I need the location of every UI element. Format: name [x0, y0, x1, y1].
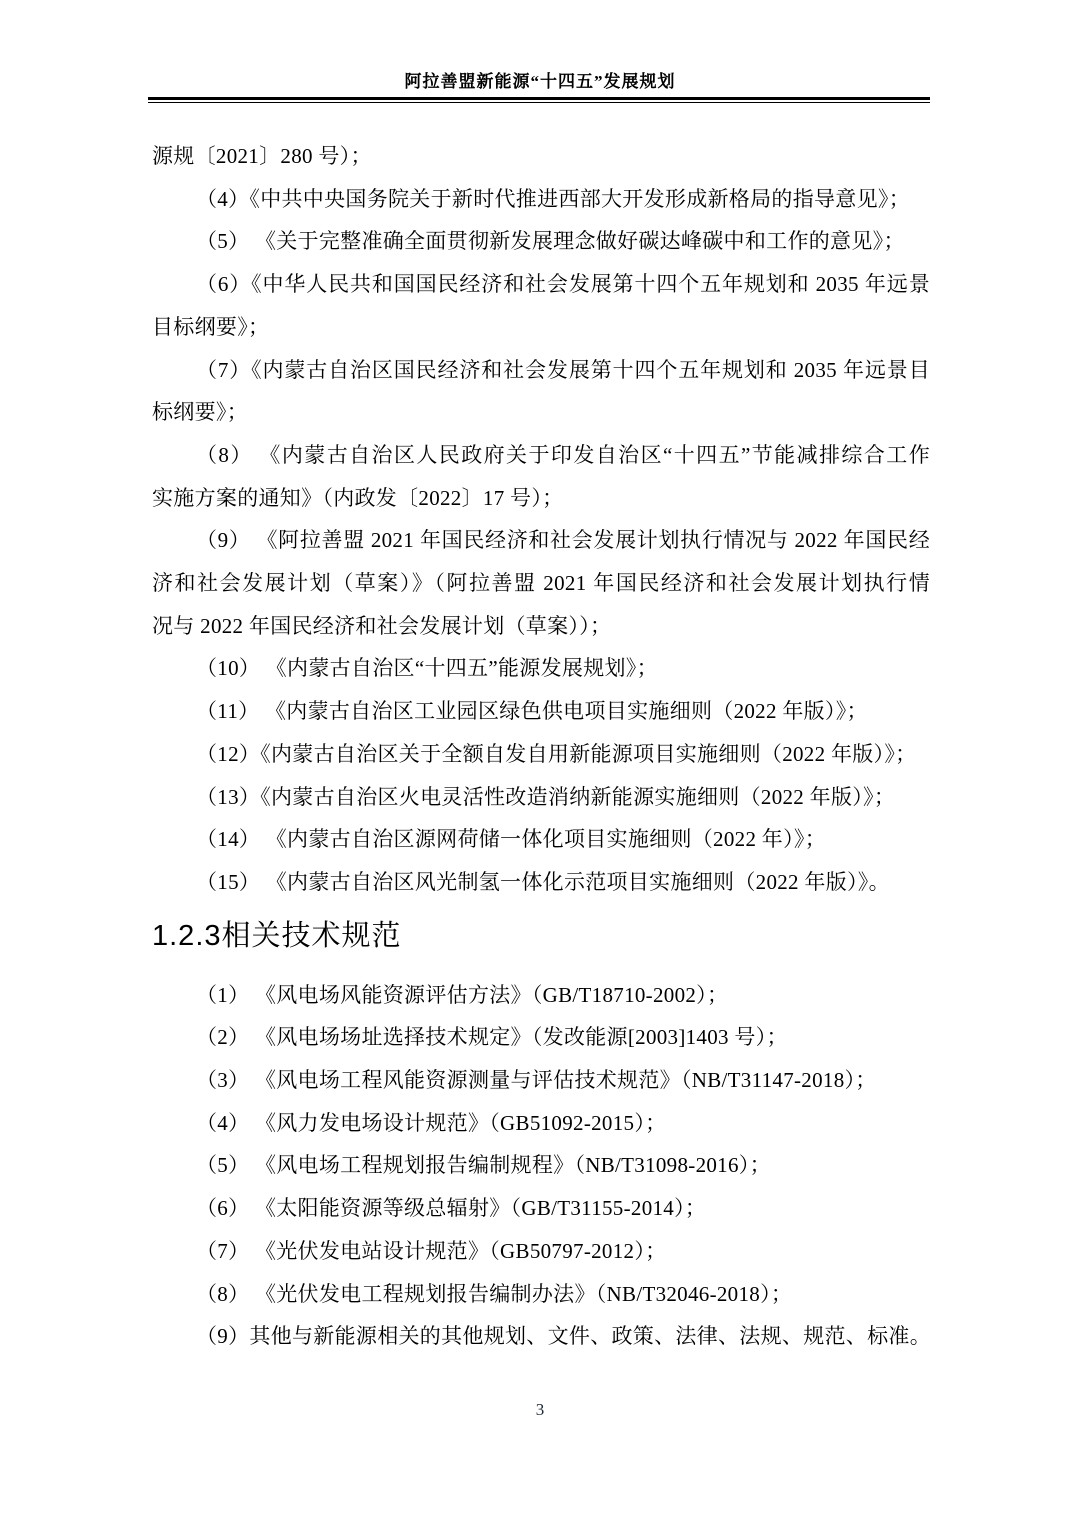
reference-list-standards: [152, 974, 930, 1358]
body-line: （6）《中华人民共和国国民经济和社会发展第十四个五年规划和 2035 年远景: [196, 272, 930, 297]
body-line: 实施方案的通知》（内政发〔2022〕17 号）；: [152, 485, 564, 510]
body-line: 济和社会发展计划（草案）》（阿拉善盟 2021 年国民经济和社会发展计划执行情: [152, 571, 930, 596]
page-number: 3: [535, 1400, 545, 1419]
body-line: （6） 《太阳能资源等级总辐射》（GB/T31155-2014）；: [196, 1196, 707, 1221]
body-line: （10） 《内蒙古自治区“十四五”能源发展规划》；: [196, 656, 658, 681]
body-line: （7） 《光伏发电站设计规范》（GB50797-2012）；: [196, 1238, 667, 1263]
body-line: 目标纲要》；: [152, 314, 270, 339]
body-line: （5） 《风电场工程规划报告编制规程》（NB/T31098-2016）；: [196, 1153, 771, 1178]
body-line: （5） 《关于完整准确全面贯彻新发展理念做好碳达峰碳中和工作的意见》；: [196, 229, 905, 254]
section-heading: 1.2.3相关技术规范: [152, 919, 402, 952]
body-line: （11） 《内蒙古自治区工业园区绿色供电项目实施细则（2022 年版）》；: [196, 699, 868, 724]
body-line: （1） 《风电场风能资源评估方法》（GB/T18710-2002）；: [196, 982, 729, 1007]
body-line: （4） 《风力发电场设计规范》（GB51092-2015）；: [196, 1110, 667, 1135]
body-line: （8） 《光伏发电工程规划报告编制办法》（NB/T32046-2018）；: [196, 1281, 793, 1306]
body-line: （14） 《内蒙古自治区源网荷储一体化项目实施细则（2022 年）》；: [196, 827, 826, 852]
header-rule: [148, 97, 930, 103]
body-line: （8） 《内蒙古自治区人民政府关于印发自治区“十四五”节能减排综合工作: [196, 442, 930, 467]
body-line: 源规〔2021〕280 号）；: [152, 144, 372, 168]
body-line: （4）《中共中央国务院关于新时代推进西部大开发形成新格局的指导意见》；: [196, 186, 910, 211]
body-line: 况与 2022 年国民经济和社会发展计划（草案））；: [152, 613, 612, 638]
body-line: （2） 《风电场场址选择技术规定》（发改能源[2003]1403 号）；: [196, 1025, 788, 1050]
body-line: （13）《内蒙古自治区火电灵活性改造消纳新能源实施细则（2022 年版）》；: [196, 784, 896, 809]
body-line: （15） 《内蒙古自治区风光制氢一体化示范项目实施细则（2022 年版）》。: [196, 869, 890, 894]
body-line: 标纲要》；: [152, 400, 248, 425]
reference-list-documents: [152, 135, 930, 904]
body-line: （12）《内蒙古自治区关于全额自发自用新能源项目实施细则（2022 年版）》；: [196, 741, 917, 766]
body-line: （7）《内蒙古自治区国民经济和社会发展第十四个五年规划和 2035 年远景目: [196, 357, 930, 382]
header-title: 阿拉善盟新能源“十四五”发展规划: [404, 72, 676, 91]
body-line: （9）其他与新能源相关的其他规划、文件、政策、法律、法规、规范、标准。: [196, 1324, 931, 1349]
body-line: （3） 《风电场工程风能资源测量与评估技术规范》（NB/T31147-2018）；: [196, 1068, 877, 1093]
document-body: [152, 135, 930, 1358]
body-line: （9） 《阿拉善盟 2021 年国民经济和社会发展计划执行情况与 2022 年国民经: [196, 528, 930, 553]
